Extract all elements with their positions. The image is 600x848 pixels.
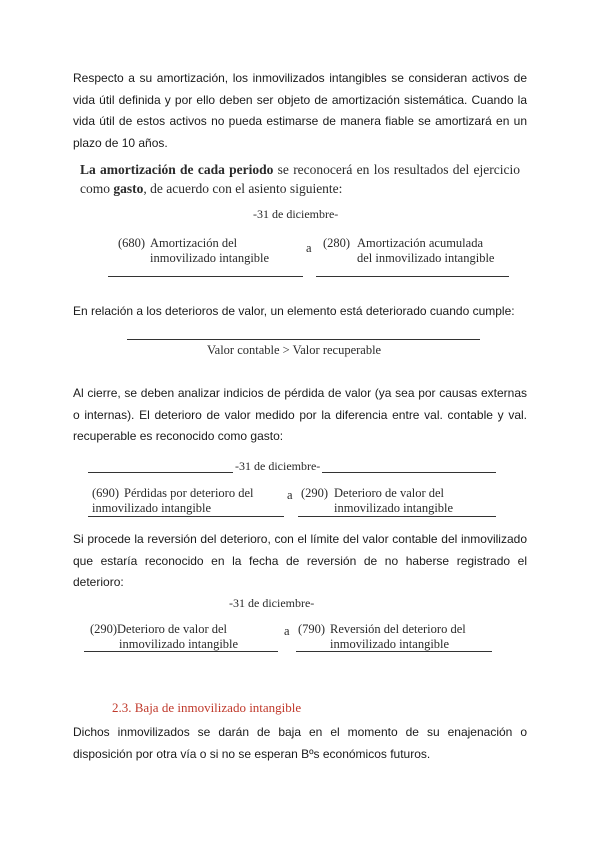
- entry3-separator: a: [284, 624, 290, 638]
- entry3-credit-rule: [296, 651, 492, 652]
- entry2-debit-code: (690): [92, 486, 120, 500]
- paragraph-derecognition: Dichos inmovilizados se darán de baja en el momento de su enajenación o disposición por otra vía o si no se esperan Bºs económicos futuros.: [73, 725, 527, 761]
- entry3-debit-rule: [84, 651, 278, 652]
- entry2-separator: a: [287, 488, 293, 502]
- entry2-credit-name: Deterioro de valor del inmovilizado intangible: [334, 486, 454, 515]
- quote-text-1: se reconocerá en los resultados del ejercicio como: [80, 162, 521, 196]
- section-heading: 2.3. Baja de inmovilizado intangible: [112, 700, 302, 715]
- entry3-debit-name: Deterioro de valor del inmovilizado intangible: [117, 622, 239, 651]
- paragraph-year-end: Al cierre, se deben analizar indicios de pérdida de valor (ya sea por causas externas o internas). El deterioro de valor medido por la diferencia entre val. contable y val. recuperable es reconocido como gasto:: [73, 386, 527, 443]
- entry2-credit-code: (290): [301, 486, 329, 500]
- entry2-credit-rule: [298, 516, 496, 517]
- amortization-quote: [80, 160, 520, 198]
- entry1-credit-code: (280): [323, 236, 351, 250]
- quote-bold-1: La amortización de cada periodo: [80, 162, 274, 177]
- quote-text-2: , de acuerdo con el asiento siguiente:: [143, 181, 343, 196]
- entry1-debit-code: (680): [118, 236, 146, 250]
- paragraph-impairment: En relación a los deterioros de valor, un elemento está deteriorado cuando cumple:: [73, 304, 515, 318]
- entry3-credit-code: (790): [298, 622, 326, 636]
- formula-rule: [127, 339, 480, 340]
- entry1-debit-name: Amortización del inmovilizado intangible: [150, 236, 270, 265]
- paragraph-amortization: Respecto a su amortización, los inmovilizados intangibles se consideran activos de vida útil definida y por ello deben ser objeto de amortización sistemática. Cuando la vida útil de estos activos no pueda estimarse de manera fiable se amortizará en un plazo de 10 años.: [73, 71, 527, 150]
- entry3-date: -31 de diciembre-: [229, 596, 315, 610]
- entry3-credit-name: Reversión del deterioro del inmovilizado intangible: [330, 622, 466, 651]
- entry3-debit-code: (290): [90, 622, 118, 636]
- entry1-debit-rule: [108, 276, 303, 277]
- entry2-debit-name: Pérdidas por deterioro del inmovilizado intangible: [92, 486, 254, 515]
- entry1-date: -31 de diciembre-: [253, 207, 339, 221]
- impairment-formula: Valor contable > Valor recuperable: [207, 343, 382, 357]
- paragraph-reversal: Si procede la reversión del deterioro, con el límite del valor contable del inmovilizado que estaría reconocido en la fecha de reversión de no haberse registrado el deterioro:: [73, 532, 527, 589]
- entry1-separator: a: [306, 241, 312, 255]
- entry1-credit-name: Amortización acumulada del inmovilizado intangible: [357, 236, 495, 265]
- entry2-date: -31 de diciembre-: [235, 459, 321, 473]
- quote-bold-2: gasto: [113, 181, 144, 196]
- entry2-debit-rule: [88, 516, 284, 517]
- entry1-credit-rule: [316, 276, 509, 277]
